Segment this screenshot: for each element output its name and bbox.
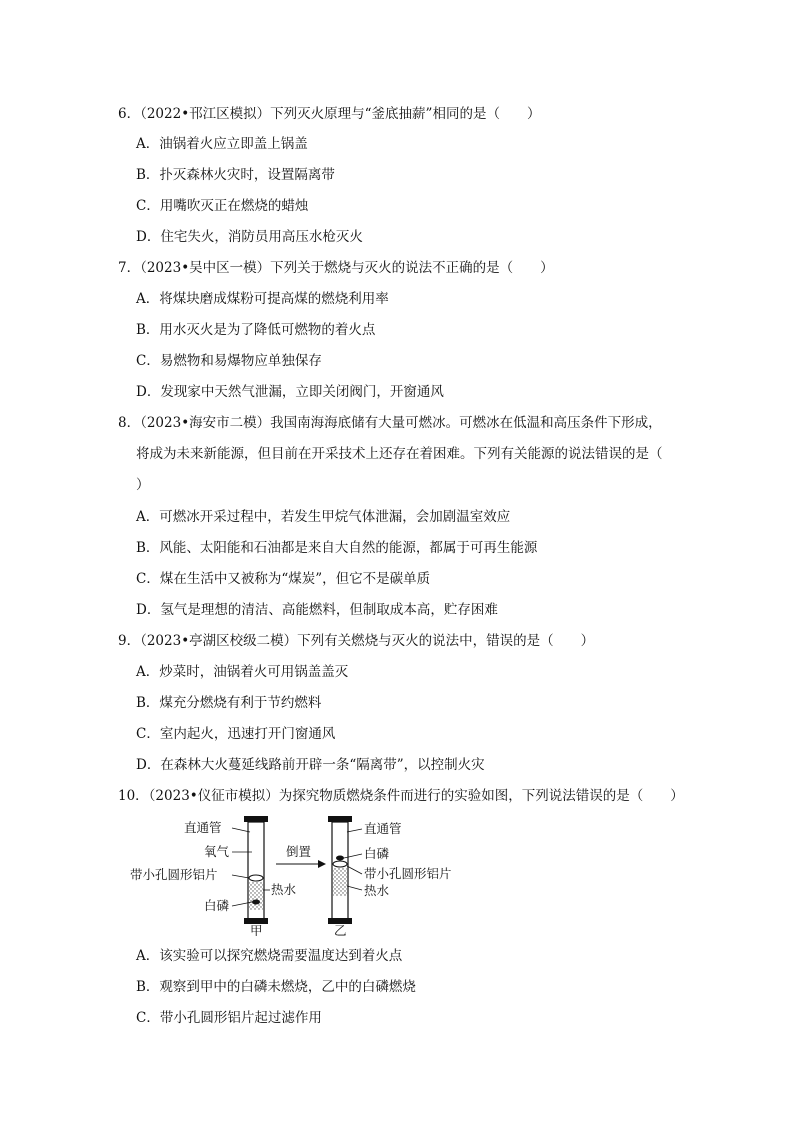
label-yi-white-phosphorus: 白磷 — [364, 846, 390, 861]
question-10-stem: 10．（2023•仪征市模拟）为探究物质燃烧条件而进行的实验如图，下列说法错误的是（ ） — [118, 788, 684, 804]
invert-arrow — [276, 844, 326, 868]
label-yi-aluminum-disc: 带小孔圆形铝片 — [364, 866, 452, 881]
question-10-option-b: B．观察到甲中的白磷未燃烧，乙中的白磷燃烧 — [136, 979, 416, 995]
question-9-option-b: B．煤充分燃烧有利于节约燃料 — [136, 695, 322, 711]
tube-jia-white-phosphorus — [252, 900, 260, 905]
question-9-option-a: A．炒菜时，油锅着火可用锅盖盖灭 — [136, 664, 349, 680]
tube-jia-hot-water — [249, 882, 263, 910]
caption-jia: 甲 — [250, 923, 263, 936]
question-7-option-b: B．用水灭火是为了降低可燃物的着火点 — [136, 322, 376, 338]
tube-yi-top-cap — [328, 816, 352, 822]
question-9-stem: 9．（2023•亭湖区校级二模）下列有关燃烧与灭火的说法中，错误的是（ ） — [118, 633, 595, 649]
tube-jia — [130, 816, 297, 936]
label-jia-white-phosphorus: 白磷 — [204, 898, 230, 913]
question-8-stem: 8．（2023•海安市二模）我国南海海底储有大量可燃冰。可燃冰在低温和高压条件下形成， — [118, 415, 662, 431]
label-jia-hot-water: 热水 — [271, 882, 297, 897]
question-6-option-c: C．用嘴吹灭正在燃烧的蜡烛 — [136, 198, 309, 214]
question-8-option-a: A．可燃冰开采过程中，若发生甲烷气体泄漏，会加剧温室效应 — [136, 509, 511, 525]
question-8-option-c: C．煤在生活中又被称为“煤炭”，但它不是碳单质 — [136, 571, 431, 587]
tube-yi — [328, 816, 452, 936]
caption-yi: 乙 — [334, 923, 347, 936]
question-10-option-c: C．带小孔圆形铝片起过滤作用 — [136, 1010, 322, 1026]
question-6-option-a: A．油锅着火应立即盖上锅盖 — [136, 136, 308, 152]
experiment-diagram — [130, 812, 470, 936]
question-7-option-d: D．发现家中天然气泄漏，立即关闭阀门，开窗通风 — [136, 384, 444, 400]
tube-yi-white-phosphorus — [336, 856, 344, 861]
question-6-stem: 6．（2022•邗江区模拟）下列灭火原理与“釜底抽薪”相同的是（ ） — [118, 106, 541, 122]
question-8-option-d: D．氢气是理想的清洁、高能燃料，但制取成本高，贮存困难 — [136, 602, 498, 618]
question-8-option-b: B．风能、太阳能和石油都是来自大自然的能源，都属于可再生能源 — [136, 540, 538, 556]
question-8-stem-bracket: ） — [136, 477, 150, 493]
label-jia-oxygen: 氧气 — [204, 844, 230, 859]
question-9-option-c: C．室内起火，迅速打开门窗通风 — [136, 726, 336, 742]
label-jia-aluminum-disc: 带小孔圆形铝片 — [130, 867, 218, 882]
question-7-option-c: C．易燃物和易爆物应单独保存 — [136, 353, 322, 369]
question-7-option-a: A．将煤块磨成煤粉可提高煤的燃烧利用率 — [136, 291, 389, 307]
label-yi-hot-water: 热水 — [364, 883, 390, 898]
tube-jia-top-cap — [244, 816, 268, 822]
tube-yi-aluminum-disc — [333, 861, 347, 867]
label-yi-straight-tube: 直通管 — [364, 821, 402, 836]
question-10-option-a: A．该实验可以探究燃烧需要温度达到着火点 — [136, 948, 403, 964]
question-6-option-d: D．住宅失火，消防员用高压水枪灭火 — [136, 229, 363, 245]
tube-jia-aluminum-disc — [249, 875, 263, 881]
question-7-stem: 7．（2023•吴中区一模）下列关于燃烧与灭火的说法不正确的是（ ） — [118, 260, 554, 276]
label-invert: 倒置 — [286, 844, 312, 859]
question-8-stem-continued: 将成为未来新能源，但目前在开采技术上还存在着困难。下列有关能源的说法错误的是（ — [136, 446, 663, 462]
question-6-option-b: B．扑灭森林火灾时，设置隔离带 — [136, 167, 335, 183]
label-jia-straight-tube: 直通管 — [184, 820, 222, 835]
question-9-option-d: D．在森林大火蔓延线路前开辟一条“隔离带”，以控制火灾 — [136, 757, 485, 773]
tube-yi-hot-water — [333, 868, 347, 896]
